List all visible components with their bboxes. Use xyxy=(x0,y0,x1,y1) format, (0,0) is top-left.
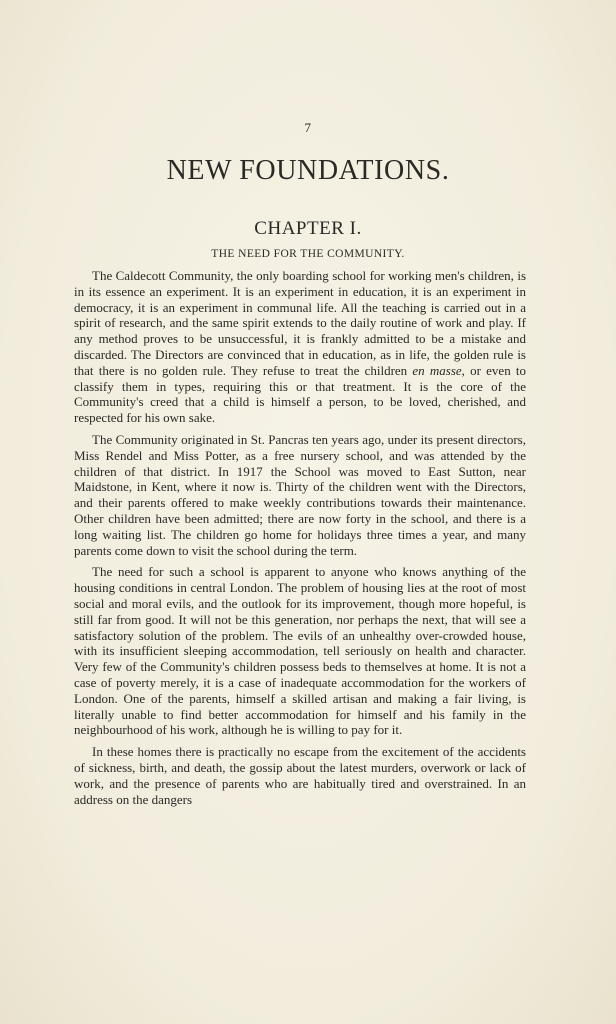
book-title: NEW FOUNDATIONS. xyxy=(166,155,450,186)
paragraph-1-text-end: , or even to classify them in types, requiring this or that treatment. It is the core of the Community's creed that a child is himself a person, to be loved, cherished, and respected for his own sake. xyxy=(74,362,527,426)
paragraph-4: In these homes there is practically no escape from the excitement of the accidents of sickness, birth, and death, the gossip about the latest murders, overwork or lack of work, and the presence of parents who are habitually tired and overstrained. In an address on the dangers xyxy=(74,744,526,807)
paragraph-1 xyxy=(74,268,526,426)
page-number: 7 xyxy=(304,120,312,135)
paragraph-1-emphasis: en masse xyxy=(412,362,462,378)
chapter-title: CHAPTER I. xyxy=(254,218,362,239)
paragraph-3: The need for such a school is apparent to anyone who knows anything of the housing conditions in central London. The problem of housing lies at the root of most social and moral evils, and the outlook for its improvement, though more hopeful, is still far from good. It will not be this generation, nor perhaps the next, that will see a satisfactory solution of the problem. The evils of an unhealthy over-crowded house, with its insufficient sleeping accommodation, tell seriously on health and character. Very few of the Community's children possess beds to themselves at home. It is not a case of poverty merely, it is a case of inadequate accommodation for the workers of London. One of the parents, himself a skilled artisan and making a fair living, is literally unable to find better accommodation for himself and his family in the neighbourhood of his work, although he is willing to pay for it. xyxy=(74,564,526,738)
paragraph-2: The Community originated in St. Pancras ten years ago, under its present directors, Miss Rendel and Miss Potter, as a free nursery school, and was attended by the children of that district. In 1917 the School was moved to East Sutton, near Maidstone, in Kent, where it now is. Thirty of the children went with the Directors, and their parents offered to make weekly contributions towards their maintenance. Other children have been admitted; there are now forty in the school, and there is a long waiting list. The children go home for holidays three times a year, and many parents come down to visit the school during the term. xyxy=(74,431,526,558)
paragraph-1-text-start: The Caldecott Community, the only boarding school for working men's children, is in its essence an experiment. It is an experiment in education, it is an experiment in democracy, it is an experiment in communal life. All the teaching is carried out in a spirit of research, and the same spirit extends to the daily routine of work and play. If any method proves to be unsuccessful, it is frankly admitted to be a mistake and discarded. The Directors are convinced that in education, as in life, the golden rule is that there is no golden rule. They refuse to treat the children xyxy=(74,268,526,378)
chapter-subtitle: THE NEED FOR THE COMMUNITY. xyxy=(211,248,405,260)
body-text xyxy=(74,268,526,813)
